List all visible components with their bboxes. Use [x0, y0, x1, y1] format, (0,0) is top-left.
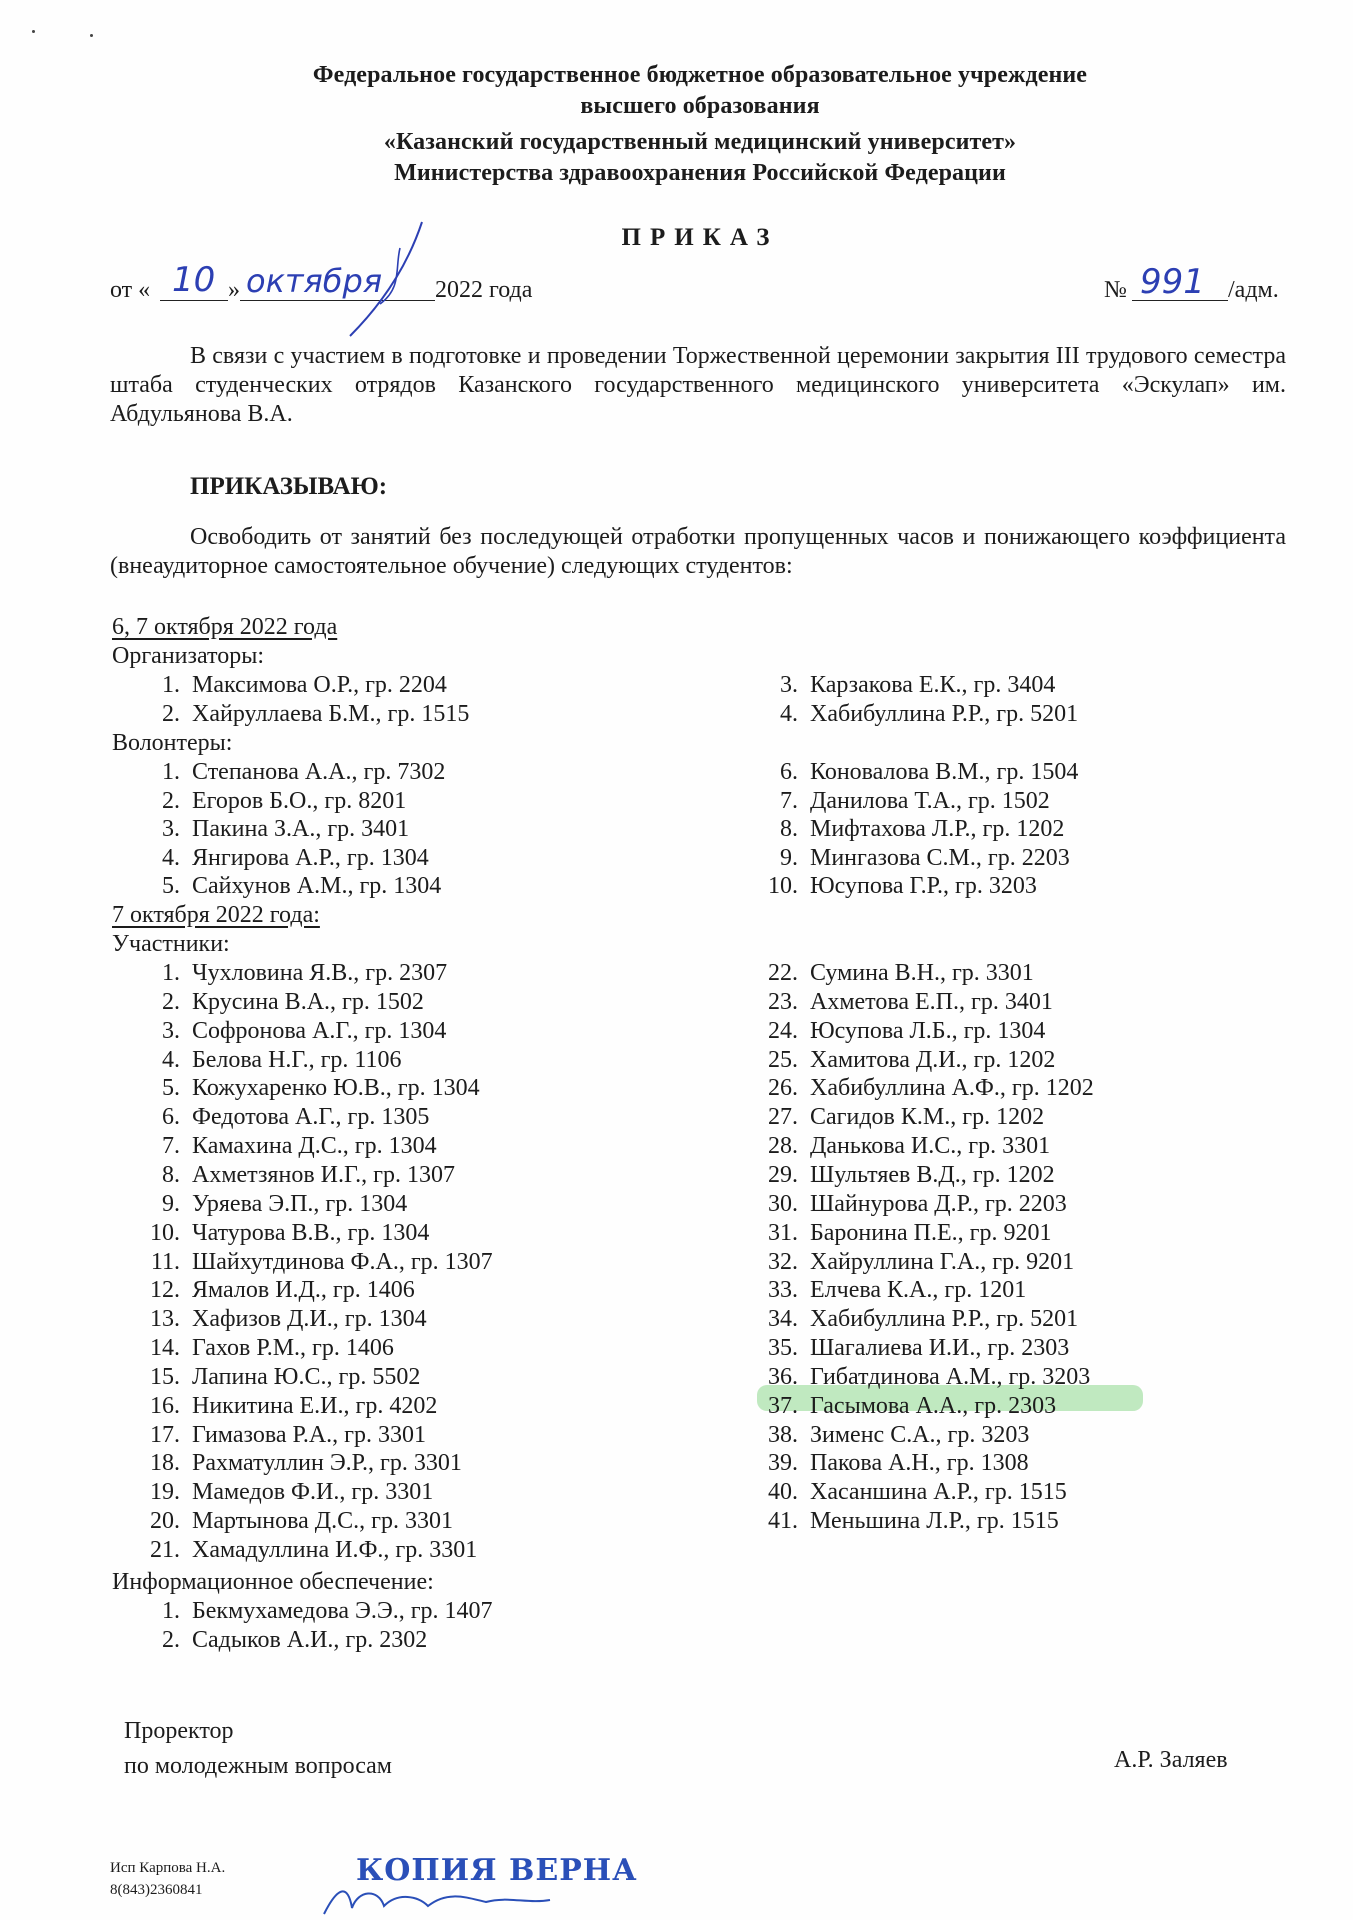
header-line-1: Федеральное государственное бюджетное образовательное учреждение — [312, 62, 1088, 88]
organizers-label: Организаторы: — [112, 643, 264, 669]
list-item — [758, 1305, 1078, 1333]
list-item-number: 38. — [768, 1421, 798, 1448]
instruction-paragraph: Освободить от занятий без последующей отработки пропущенных часов и понижающего коэффициента (внеаудиторное самостоятельное обучение) следующих студентов: — [110, 524, 1286, 579]
list-item — [758, 787, 1050, 815]
list-item-name: Сагидов К.М., гр. 1202 — [810, 1104, 1045, 1131]
number-prefix: № — [1104, 277, 1127, 303]
number-suffix: /адм. — [1228, 277, 1279, 303]
list-item-number: 3. — [162, 1017, 180, 1044]
list-item-number: 6. — [780, 759, 798, 785]
list-item-name: Лапина Ю.С., гр. 5502 — [192, 1363, 421, 1390]
section-date-2: 7 октября 2022 года: — [112, 902, 320, 928]
list-item-name: Пакова А.Н., гр. 1308 — [810, 1450, 1029, 1477]
list-item-name: Хайруллаева Б.М., гр. 1515 — [192, 701, 470, 727]
list-item-name: Мингазова С.М., гр. 2203 — [810, 844, 1070, 871]
list-item — [758, 1392, 1056, 1420]
list-item — [758, 1074, 1094, 1102]
list-item — [758, 1334, 1069, 1362]
list-item-number: 4. — [780, 701, 798, 727]
list-item-name: Кожухаренко Ю.В., гр. 1304 — [192, 1075, 480, 1102]
list-item — [758, 1219, 1051, 1247]
list-item-name: Ахметзянов И.Г., гр. 1307 — [192, 1161, 455, 1188]
list-item-name: Садыков А.И., гр. 2302 — [192, 1627, 428, 1653]
list-item-number: 1. — [162, 759, 180, 785]
participants-label: Участники: — [112, 931, 230, 957]
list-item-number: 2. — [162, 1627, 180, 1653]
list-item — [140, 1161, 455, 1189]
signature-flourish — [340, 218, 430, 343]
list-item-number: 18. — [150, 1450, 180, 1477]
list-item-name: Софронова А.Г., гр. 1304 — [192, 1017, 447, 1044]
list-item-name: Зименс С.А., гр. 3203 — [810, 1421, 1030, 1448]
list-item — [140, 1507, 453, 1535]
list-item — [140, 815, 409, 843]
list-item — [140, 1334, 394, 1362]
list-item — [140, 671, 447, 699]
list-item-number: 32. — [768, 1248, 798, 1275]
header-line-3: «Казанский государственный медицинский университет» — [383, 129, 1017, 155]
list-item — [140, 700, 469, 728]
list-item-number: 9. — [780, 844, 798, 871]
list-item — [758, 1507, 1059, 1535]
list-item — [758, 1190, 1067, 1218]
list-item-number: 19. — [150, 1479, 180, 1506]
list-item — [758, 1103, 1044, 1131]
list-item-name: Уряева Э.П., гр. 1304 — [192, 1190, 408, 1217]
list-item-number: 10. — [768, 873, 798, 900]
list-item — [758, 758, 1078, 786]
list-item-number: 3. — [162, 816, 180, 843]
list-item — [758, 1478, 1067, 1506]
executor-phone: 8(843)2360841 — [110, 1882, 203, 1898]
list-item — [140, 1597, 493, 1625]
list-item-name: Юсупова Л.Б., гр. 1304 — [810, 1017, 1046, 1044]
list-item-name: Ямалов И.Д., гр. 1406 — [192, 1277, 415, 1304]
date-mid: » — [228, 277, 240, 303]
list-item-number: 15. — [150, 1363, 180, 1390]
list-item-name: Сумина В.Н., гр. 3301 — [810, 960, 1034, 986]
list-item-name: Хайруллина Г.А., гр. 9201 — [810, 1248, 1075, 1275]
list-item — [140, 1421, 426, 1449]
list-item — [140, 1305, 427, 1333]
list-item-name: Мартынова Д.С., гр. 3301 — [192, 1508, 454, 1535]
handwritten-month: октября — [246, 262, 383, 300]
list-item-number: 2. — [162, 701, 180, 727]
list-item-name: Хабибуллина А.Ф., гр. 1202 — [810, 1075, 1094, 1102]
list-item-name: Хабибуллина Р.Р., гр. 5201 — [810, 1306, 1079, 1333]
list-item-number: 40. — [768, 1479, 798, 1506]
list-item — [140, 988, 424, 1016]
list-item — [758, 1046, 1055, 1074]
list-item-number: 33. — [768, 1277, 798, 1304]
list-item-name: Янгирова А.Р., гр. 1304 — [192, 844, 429, 871]
list-item — [758, 1161, 1055, 1189]
list-item — [140, 1190, 407, 1218]
list-item-name: Данилова Т.А., гр. 1502 — [810, 787, 1050, 814]
list-item-number: 22. — [768, 960, 798, 986]
handwritten-number: 991 — [1140, 262, 1205, 302]
list-item-name: Никитина Е.И., гр. 4202 — [192, 1392, 438, 1419]
list-item-number: 4. — [162, 844, 180, 871]
list-item-name: Хасаншина А.Р., гр. 1515 — [810, 1479, 1067, 1506]
list-item-name: Шайхутдинова Ф.А., гр. 1307 — [192, 1248, 493, 1275]
list-item-name: Мамедов Ф.И., гр. 3301 — [192, 1479, 434, 1506]
list-item-name: Шайнурова Д.Р., гр. 2203 — [810, 1190, 1067, 1217]
list-item-name: Юсупова Г.Р., гр. 3203 — [810, 873, 1037, 900]
list-item-number: 1. — [162, 960, 180, 986]
list-item-name: Шультяев В.Д., гр. 1202 — [810, 1161, 1055, 1188]
handwritten-day: 10 — [172, 260, 216, 300]
list-item-name: Белова Н.Г., гр. 1106 — [192, 1046, 402, 1073]
list-item — [758, 872, 1037, 900]
list-item-name: Хабибуллина Р.Р., гр. 5201 — [810, 701, 1079, 727]
list-item — [140, 1626, 427, 1654]
list-item — [140, 1074, 480, 1102]
list-item-name: Крусина В.А., гр. 1502 — [192, 988, 424, 1015]
list-item-number: 1. — [162, 1598, 180, 1624]
list-item — [758, 700, 1078, 728]
list-item-number: 21. — [150, 1537, 180, 1563]
list-item-name: Гибатдинова А.М., гр. 3203 — [810, 1363, 1091, 1390]
list-item-number: 39. — [768, 1450, 798, 1477]
list-item-number: 37. — [768, 1392, 798, 1419]
list-item-number: 2. — [162, 988, 180, 1015]
signatory-position-2: по молодежным вопросам — [124, 1753, 392, 1779]
list-item-number: 16. — [150, 1392, 180, 1419]
list-item-name: Данькова И.С., гр. 3301 — [810, 1133, 1051, 1160]
list-item — [140, 787, 406, 815]
list-item-name: Хафизов Д.И., гр. 1304 — [192, 1306, 427, 1333]
list-item-name: Максимова О.Р., гр. 2204 — [192, 672, 447, 698]
list-item — [140, 1132, 437, 1160]
list-item-name: Баронина П.Е., гр. 9201 — [810, 1219, 1052, 1246]
list-item — [140, 1046, 402, 1074]
list-item-name: Степанова А.А., гр. 7302 — [192, 759, 446, 785]
list-item-name: Федотова А.Г., гр. 1305 — [192, 1104, 430, 1131]
list-item-number: 23. — [768, 988, 798, 1015]
list-item-name: Рахматуллин Э.Р., гр. 3301 — [192, 1450, 462, 1477]
list-item — [140, 844, 429, 872]
list-item-number: 4. — [162, 1046, 180, 1073]
list-item-number: 35. — [768, 1335, 798, 1362]
date-year: 2022 года — [435, 277, 533, 303]
list-item-number: 1. — [162, 672, 180, 698]
list-item-number: 2. — [162, 787, 180, 814]
list-item — [758, 844, 1070, 872]
signatory-position-1: Проректор — [124, 1718, 234, 1744]
list-item-number: 9. — [162, 1190, 180, 1217]
list-item — [758, 815, 1064, 843]
list-item-number: 8. — [780, 816, 798, 843]
list-item-name: Елчева К.А., гр. 1201 — [810, 1277, 1027, 1304]
list-item-name: Ахметова Е.П., гр. 3401 — [810, 988, 1053, 1015]
executor-name: Исп Карпова Н.А. — [110, 1860, 226, 1876]
document-title: ПРИКАЗ — [621, 224, 779, 251]
list-item — [758, 671, 1055, 699]
list-item — [758, 1248, 1074, 1276]
list-item-number: 3. — [780, 672, 798, 698]
list-item-name: Гахов Р.М., гр. 1406 — [192, 1335, 394, 1362]
list-item-name: Шагалиева И.И., гр. 2303 — [810, 1335, 1070, 1362]
list-item — [758, 988, 1053, 1016]
list-item-number: 5. — [162, 873, 180, 900]
info-label: Информационное обеспечение: — [112, 1569, 434, 1595]
list-item — [758, 959, 1034, 987]
list-item-name: Пакина З.А., гр. 3401 — [192, 816, 410, 843]
list-item-number: 7. — [780, 787, 798, 814]
list-item-name: Хамитова Д.И., гр. 1202 — [810, 1046, 1056, 1073]
list-item-number: 10. — [150, 1219, 180, 1246]
list-item — [140, 1248, 493, 1276]
list-item-name: Меньшина Л.Р., гр. 1515 — [810, 1508, 1059, 1535]
list-item — [140, 1363, 420, 1391]
signatory-name: А.Р. Заляев — [1114, 1747, 1228, 1773]
list-item-number: 17. — [150, 1421, 180, 1448]
list-item-number: 13. — [150, 1306, 180, 1333]
list-item-name: Сайхунов А.М., гр. 1304 — [192, 873, 442, 900]
scan-speck — [90, 34, 93, 37]
list-item — [140, 1449, 462, 1477]
list-item-number: 20. — [150, 1508, 180, 1535]
order-heading: ПРИКАЗЫВАЮ: — [190, 473, 388, 500]
list-item-name: Гасымова А.А., гр. 2303 — [810, 1392, 1057, 1419]
list-item-name: Мифтахова Л.Р., гр. 1202 — [810, 816, 1065, 843]
list-item-number: 34. — [768, 1306, 798, 1333]
list-item-number: 11. — [150, 1248, 180, 1275]
list-item-number: 14. — [150, 1335, 180, 1362]
list-item-name: Егоров Б.О., гр. 8201 — [192, 787, 407, 814]
list-item-number: 12. — [150, 1277, 180, 1304]
list-item — [758, 1132, 1050, 1160]
list-item — [140, 1478, 433, 1506]
list-item — [758, 1363, 1090, 1391]
header-line-2: высшего образования — [580, 93, 820, 119]
list-item — [140, 1536, 477, 1564]
list-item-number: 31. — [768, 1219, 798, 1246]
list-item-number: 26. — [768, 1075, 798, 1102]
date-prefix: от « — [110, 277, 151, 303]
list-item-name: Коновалова В.М., гр. 1504 — [810, 759, 1079, 785]
list-item-number: 25. — [768, 1046, 798, 1073]
list-item-name: Бекмухамедова Э.Э., гр. 1407 — [192, 1598, 493, 1624]
list-item-number: 6. — [162, 1104, 180, 1131]
list-item — [758, 1449, 1029, 1477]
copy-stamp: КОПИЯ ВЕРНА — [356, 1853, 638, 1888]
list-item-number: 30. — [768, 1190, 798, 1217]
list-item — [140, 1392, 437, 1420]
list-item-number: 41. — [768, 1508, 798, 1535]
stamp-signature — [318, 1878, 558, 1918]
list-item-number: 36. — [768, 1363, 798, 1390]
list-item-name: Гимазова Р.А., гр. 3301 — [192, 1421, 427, 1448]
list-item — [140, 1219, 429, 1247]
list-item-number: 27. — [768, 1104, 798, 1131]
list-item-name: Карзакова Е.К., гр. 3404 — [810, 672, 1056, 698]
list-item — [140, 959, 447, 987]
list-item-number: 28. — [768, 1133, 798, 1160]
list-item — [758, 1421, 1029, 1449]
day-underline — [160, 300, 228, 301]
list-item-name: Чухловина Я.В., гр. 2307 — [192, 960, 448, 986]
list-item — [140, 1103, 429, 1131]
list-item — [140, 872, 441, 900]
list-item — [140, 1276, 415, 1304]
scan-speck — [32, 30, 35, 33]
volunteers-label: Волонтеры: — [112, 730, 233, 756]
list-item-name: Камахина Д.С., гр. 1304 — [192, 1133, 437, 1160]
list-item-number: 5. — [162, 1075, 180, 1102]
list-item-number: 29. — [768, 1161, 798, 1188]
list-item-name: Хамадуллина И.Ф., гр. 3301 — [192, 1537, 478, 1563]
list-item — [140, 1017, 446, 1045]
list-item-number: 8. — [162, 1161, 180, 1188]
list-item-number: 7. — [162, 1133, 180, 1160]
list-item — [758, 1276, 1026, 1304]
section-date-1: 6, 7 октября 2022 года — [112, 614, 338, 640]
list-item-number: 24. — [768, 1017, 798, 1044]
intro-paragraph: В связи с участием в подготовке и проведении Торжественной церемонии закрытия III трудового семестра штаба студенческих отрядов Казанского государственного медицинского университета «Эскулап» им. Абдульянова В.А. — [110, 343, 1286, 427]
list-item — [758, 1017, 1045, 1045]
list-item-name: Чатурова В.В., гр. 1304 — [192, 1219, 430, 1246]
header-line-4: Министерства здравоохранения Российской Федерации — [394, 160, 1006, 186]
list-item — [140, 758, 445, 786]
number-underline — [1132, 300, 1228, 301]
